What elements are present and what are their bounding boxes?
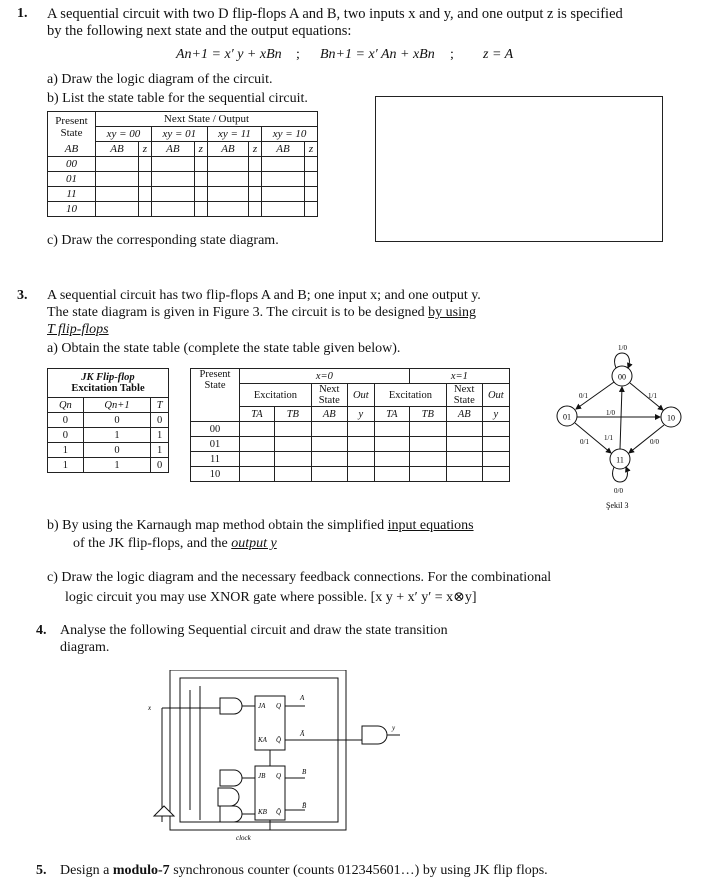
q3-y-x1: y <box>482 407 509 422</box>
state-label-01: 01 <box>563 412 571 422</box>
q3-out-x1: Out <box>482 384 509 407</box>
q4-text-2: diagram. <box>60 640 110 655</box>
label-b-bar: B̄ <box>302 802 307 810</box>
q1-number: 1. <box>17 6 28 21</box>
q3-part-b2-underlined: output y <box>231 536 277 551</box>
label-a-bar: Ā <box>300 730 305 738</box>
q1-input-10: xy = 10 <box>262 127 318 142</box>
q1-separator-2: ; <box>450 47 454 62</box>
and-gate-jb <box>220 770 242 786</box>
label-b: B <box>302 768 307 776</box>
q1-present-label: Present <box>55 114 88 127</box>
q3-present-label: Present <box>199 369 231 380</box>
table-row <box>48 172 318 187</box>
q1-row-label: 00 <box>48 157 96 172</box>
label-qa-bar: Q̄ <box>276 736 282 744</box>
label-ja: JA <box>258 702 266 710</box>
q1-ab-col: AB <box>96 142 139 157</box>
q3-state-table <box>190 368 510 482</box>
q3-next-x1: Next <box>454 384 475 395</box>
q5-number: 5. <box>36 863 47 878</box>
q3-part-c-line1: c) Draw the logic diagram and the necessary feedback connections. For the combinational <box>47 570 552 585</box>
q3-ta-x0: TA <box>240 407 275 422</box>
q1-input-11: xy = 11 <box>207 127 261 142</box>
edge-label: 0/1 <box>580 438 589 446</box>
q1-ab-col: AB <box>207 142 248 157</box>
q1-input-00: xy = 00 <box>96 127 152 142</box>
q1-state-label: State <box>60 126 83 139</box>
q3-ab-x0: AB <box>311 407 347 422</box>
q5-text-a: Design a <box>60 863 113 878</box>
q1-z-col: z <box>249 142 262 157</box>
table-row: 11 <box>191 452 510 467</box>
table-row: 01 <box>191 437 510 452</box>
q1-z-col: z <box>305 142 318 157</box>
label-ka: KA <box>258 736 267 744</box>
table-row <box>48 202 318 217</box>
q3-ta-x1: TA <box>374 407 409 422</box>
and-gate-kb <box>220 806 242 822</box>
table-row: 1 0 1 <box>48 443 169 458</box>
q3-tb-x0: TB <box>274 407 311 422</box>
q3-jk-title: JK Flip-flop <box>81 372 135 383</box>
edge-label: 1/1 <box>648 392 657 400</box>
q5-text <box>60 863 548 879</box>
table-row <box>48 187 318 202</box>
label-kb: KB <box>258 808 267 816</box>
q3-intro-2-text: The state diagram is given in Figure 3. The circuit is to be designed <box>47 305 429 320</box>
q1-row-label: 01 <box>48 172 96 187</box>
edge-label: 1/0 <box>606 409 615 417</box>
q1-intro: A sequential circuit with two D flip-flops A and B, two inputs x and y, and one output z is specified <box>47 6 623 22</box>
q5-text-bold: modulo-7 <box>112 863 170 878</box>
q1-state-table <box>47 111 318 217</box>
edge-label: 0/1 <box>579 392 588 400</box>
q3-out-x0: Out <box>347 384 374 407</box>
q1-equation-z: z = A <box>483 47 514 62</box>
edge-11-00 <box>620 387 622 449</box>
table-row: 0 0 0 <box>48 413 169 428</box>
q1-answer-box <box>375 96 663 242</box>
q1-next-header: Next State / Output <box>96 112 318 127</box>
output-gate <box>362 726 387 744</box>
xor-gate <box>218 788 239 806</box>
q3-jk-h-t: T <box>151 398 169 413</box>
figure-caption: Şekil 3 <box>606 501 629 510</box>
q3-part-a: a) Obtain the state table (complete the state table given below). <box>47 341 401 356</box>
q1-equation-b: Bn+1 = x′ An + xBn <box>320 47 435 62</box>
q3-state-diagram <box>540 340 700 515</box>
q3-jk-h-qn1: Qn+1 <box>83 398 151 413</box>
q1-ab-col: AB <box>151 142 194 157</box>
q3-part-b2-text: of the JK flip-flops, and the <box>73 536 232 551</box>
q3-intro: A sequential circuit has two flip-flops A and B; one input x; and one output y. <box>47 288 481 303</box>
q5-text-c: synchronous counter (counts 012345601…) by using JK flip flops. <box>169 863 548 878</box>
q3-intro-2 <box>47 305 476 321</box>
and-gate-ja <box>220 698 242 714</box>
label-x: x <box>148 704 152 712</box>
q3-part-b-line2 <box>73 536 277 552</box>
q1-z-col: z <box>194 142 207 157</box>
state-label-00: 00 <box>618 372 626 382</box>
q3-jk-subtitle: Excitation Table <box>71 383 145 394</box>
edge-label: 0/0 <box>650 438 659 446</box>
q3-ab-x1: AB <box>446 407 482 422</box>
inverter <box>154 806 174 816</box>
table-row <box>48 157 318 172</box>
q3-part-b-text: b) By using the Karnaugh map method obtain the simplified <box>47 518 388 533</box>
label-clock: clock <box>236 834 251 842</box>
q3-nstate-x1: State <box>453 395 475 406</box>
table-row: 0 1 1 <box>48 428 169 443</box>
q1-row-label: 11 <box>48 187 96 202</box>
q3-x1-header: x=1 <box>409 369 509 384</box>
q1-part-b: b) List the state table for the sequential circuit. <box>47 91 308 106</box>
q4-circuit-diagram <box>140 670 410 845</box>
q3-nstate-x0: State <box>318 395 340 406</box>
label-y: y <box>392 724 396 732</box>
q1-separator-1: ; <box>296 47 300 62</box>
q3-x0-header: x=0 <box>240 369 410 384</box>
q1-part-a: a) Draw the logic diagram of the circuit. <box>47 72 273 87</box>
q1-ab-header: AB <box>48 142 96 157</box>
q3-part-b-underlined: input equations <box>387 518 474 533</box>
q1-row-label: 10 <box>48 202 96 217</box>
edge-label: 0/0 <box>614 487 623 495</box>
table-row: 00 <box>191 422 510 437</box>
state-label-10: 10 <box>667 413 675 423</box>
q1-equation-a: An+1 = x′ y + xBn <box>176 47 282 62</box>
q3-intro-3: T flip-flops <box>47 322 109 337</box>
q1-z-col: z <box>138 142 151 157</box>
q3-excitation-x0: Excitation <box>240 384 312 407</box>
label-a: A <box>300 694 305 702</box>
edge-label: 1/0 <box>618 344 627 352</box>
q1-input-01: xy = 01 <box>151 127 207 142</box>
state-label-11: 11 <box>616 455 624 465</box>
q1-ab-col: AB <box>262 142 305 157</box>
label-jb: JB <box>258 772 266 780</box>
table-row: 1 1 0 <box>48 458 169 473</box>
q3-number: 3. <box>17 288 28 303</box>
q3-excitation-x1: Excitation <box>374 384 446 407</box>
q3-jk-h-qn: Qn <box>48 398 84 413</box>
q4-number: 4. <box>36 623 47 638</box>
q4-text-1: Analyse the following Sequential circuit and draw the state transition <box>60 623 448 638</box>
q3-y-x0: y <box>347 407 374 422</box>
label-qb-bar: Q̄ <box>276 808 282 816</box>
q1-intro-2: by the following next state and the output equations: <box>47 23 352 39</box>
q1-part-c: c) Draw the corresponding state diagram. <box>47 233 279 248</box>
label-qa: Q <box>276 702 282 710</box>
q3-part-b-line1 <box>47 518 474 534</box>
q3-state-label: State <box>204 380 226 391</box>
q3-part-c-line2: logic circuit you may use XNOR gate where possible. [x y + x′ y′ = x⊗y] <box>65 590 477 605</box>
q3-tb-x1: TB <box>409 407 446 422</box>
q3-next-x0: Next <box>319 384 340 395</box>
edge-00-10 <box>630 383 663 410</box>
table-row: 10 <box>191 467 510 482</box>
q3-excitation-table <box>47 368 169 473</box>
q3-intro-2-underlined: by using <box>428 305 476 320</box>
edge-label: 1/1 <box>604 434 613 442</box>
label-qb: Q <box>276 772 282 780</box>
